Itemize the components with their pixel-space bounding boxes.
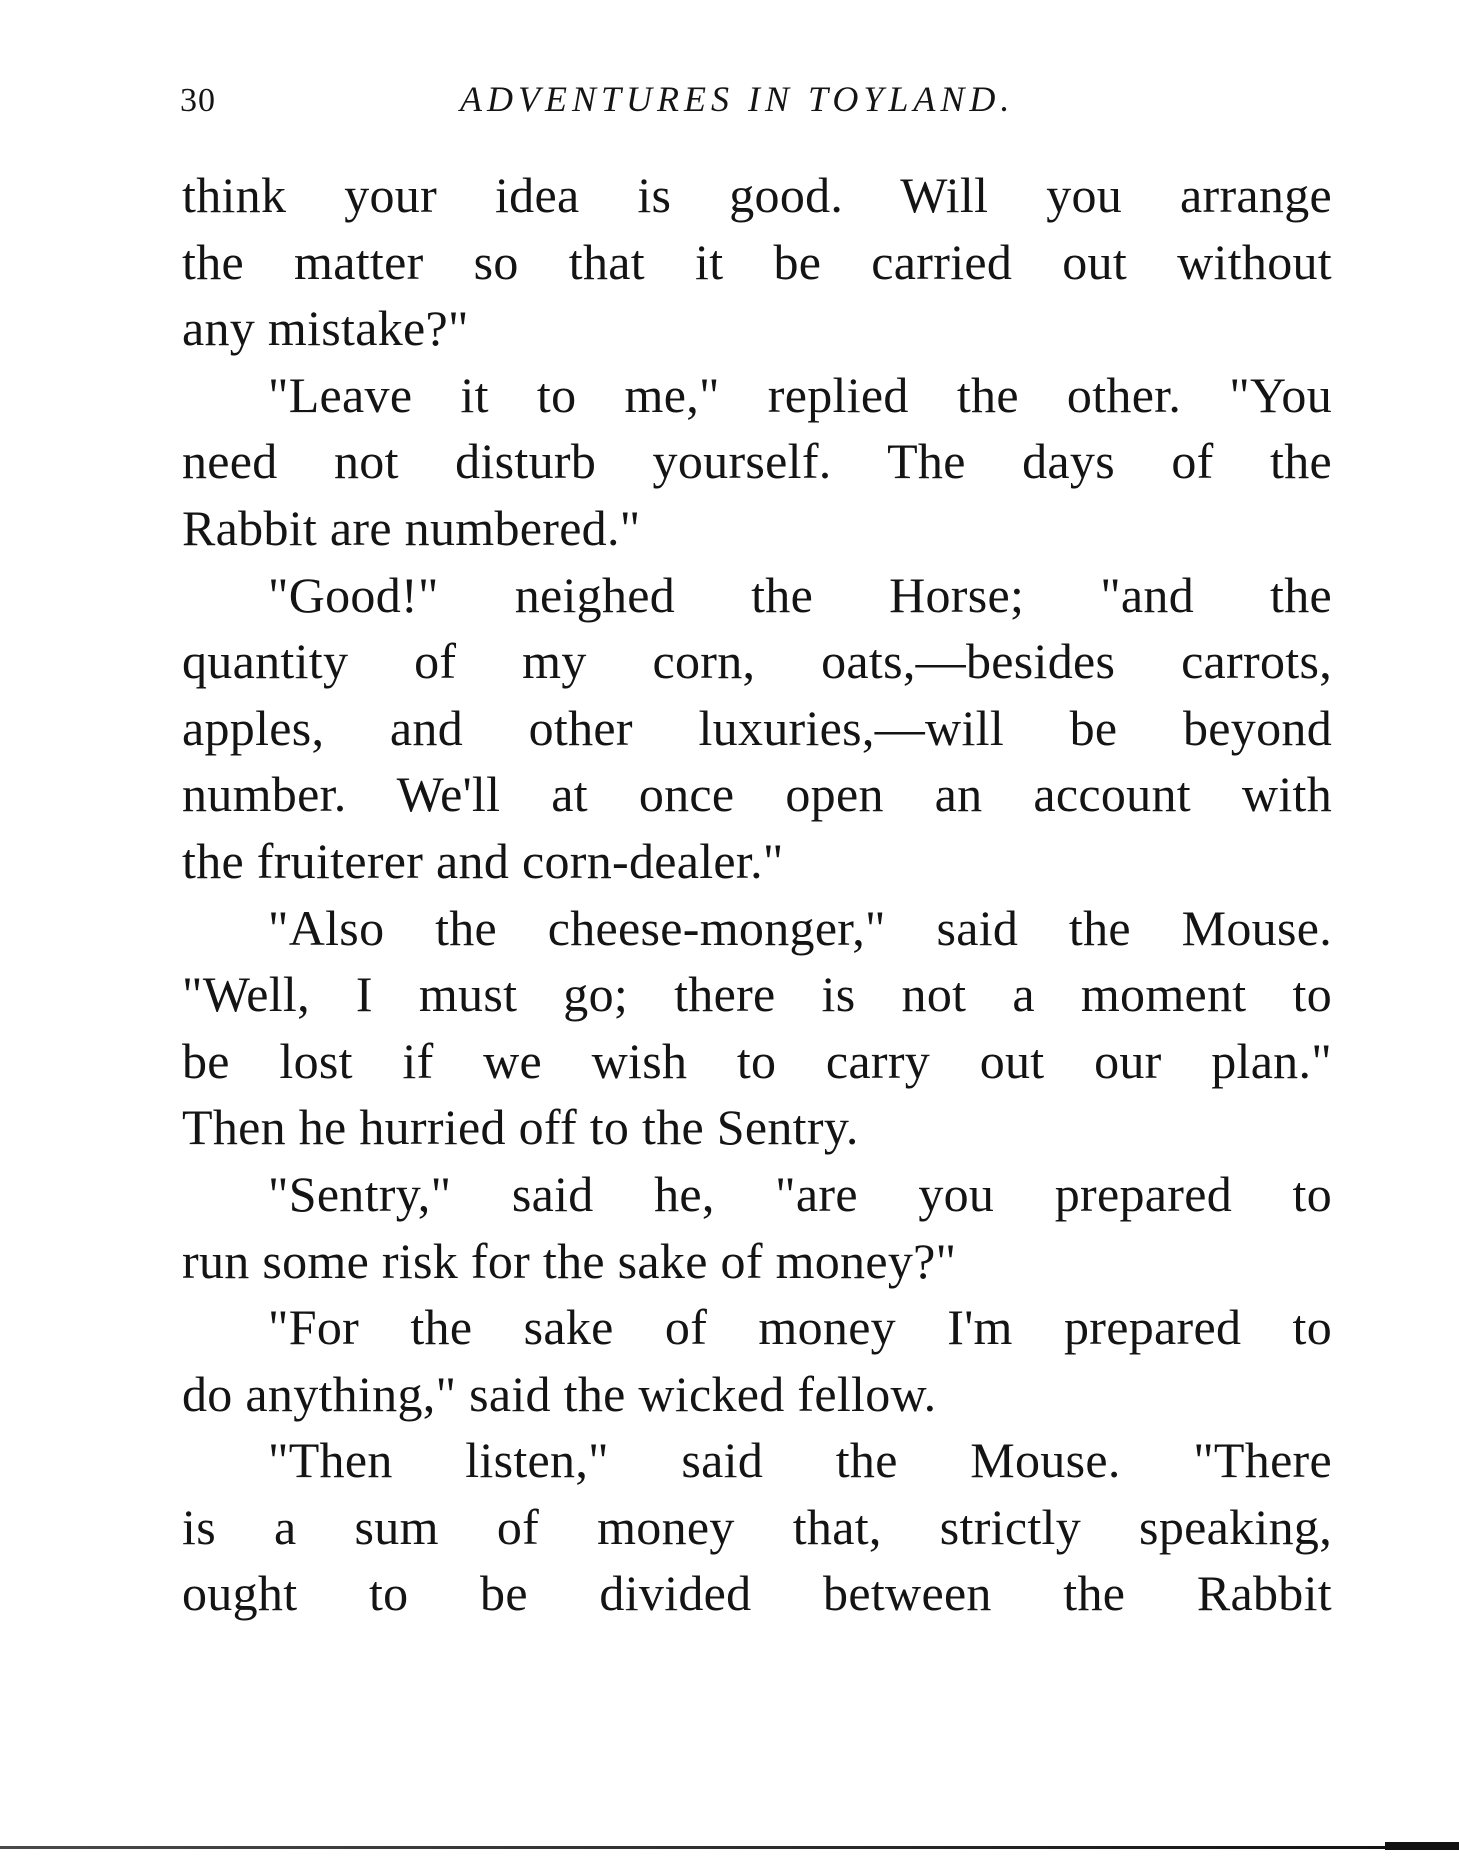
text-line: Rabbit are numbered." xyxy=(182,499,641,556)
text-line: the matter so that it be carried out without xyxy=(182,233,1332,290)
running-head xyxy=(180,78,1330,138)
text-line: "Well, I must go; there is not a moment to xyxy=(182,966,1332,1023)
body-text xyxy=(182,162,1332,1627)
text-line: "Sentry," said he, "are you prepared to xyxy=(268,1165,1332,1222)
bottom-rule xyxy=(0,1846,1459,1849)
text-line: do anything," said the wicked fellow. xyxy=(182,1365,937,1422)
text-line: be lost if we wish to carry out our plan." xyxy=(182,1032,1332,1089)
text-line: need not disturb yourself. The days of the xyxy=(182,433,1332,490)
text-line: quantity of my corn, oats,—besides carrots, xyxy=(182,633,1332,690)
bottom-rule-end xyxy=(1385,1842,1459,1850)
text-line: "Leave it to me," replied the other. "You xyxy=(268,366,1332,423)
text-line: the fruiterer and corn-dealer." xyxy=(182,832,784,889)
text-line: "Good!" neighed the Horse; "and the xyxy=(268,566,1332,623)
text-line: "Also the cheese-monger," said the Mouse. xyxy=(268,899,1332,956)
page-number: 30 xyxy=(180,82,216,119)
text-line: number. We'll at once open an account with xyxy=(182,766,1332,823)
text-line: think your idea is good. Will you arrange xyxy=(182,167,1332,223)
text-line: any mistake?" xyxy=(182,300,469,357)
text-line: run some risk for the sake of money?" xyxy=(182,1232,957,1289)
text-line: apples, and other luxuries,—will be beyond xyxy=(182,699,1332,756)
text-line: "For the sake of money I'm prepared to xyxy=(268,1299,1332,1356)
text-line: Then he hurried off to the Sentry. xyxy=(182,1099,859,1156)
text-line: is a sum of money that, strictly speaking, xyxy=(182,1498,1332,1555)
running-title: ADVENTURES IN TOYLAND. xyxy=(460,79,1015,119)
text-line: ought to be divided between the Rabbit xyxy=(182,1565,1332,1622)
text-line: "Then listen," said the Mouse. "There xyxy=(268,1432,1332,1489)
